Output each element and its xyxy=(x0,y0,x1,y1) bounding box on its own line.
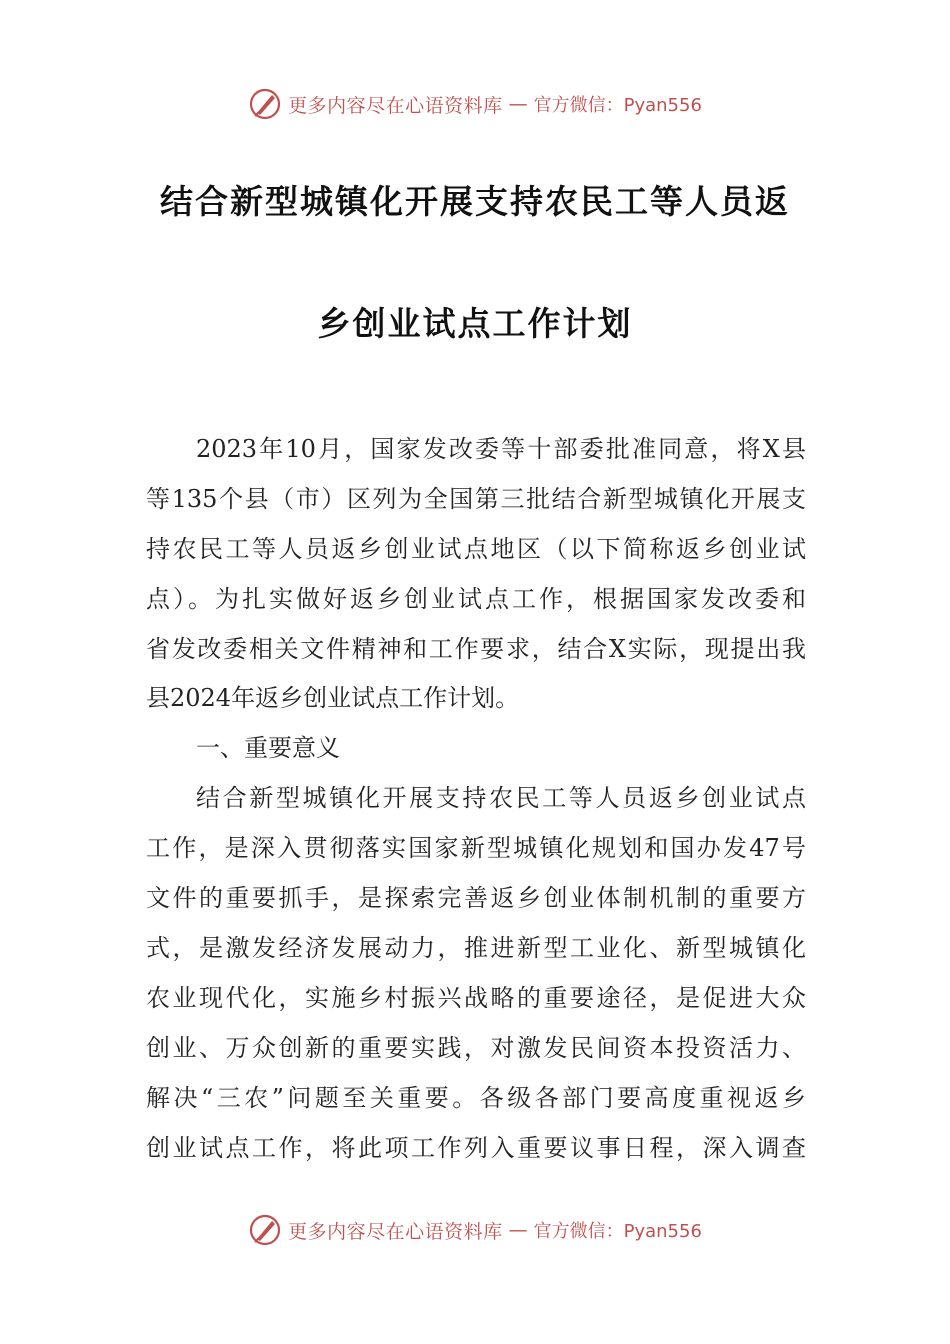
watermark-wechat: 官方微信：Pyan556 xyxy=(533,95,702,116)
section-heading: 一、重要意义 xyxy=(196,734,340,762)
quill-logo-icon xyxy=(248,1213,282,1247)
body-line: 创业试点工作，将此项工作列入重要议事日程，深入调查 xyxy=(146,1134,806,1162)
body-line: 省发改委相关文件精神和工作要求，结合X实际，现提出我 xyxy=(146,635,806,663)
body-line: 文件的重要抓手，是探索完善返乡创业体制机制的重要方 xyxy=(146,884,806,912)
body-line: 2023年10月，国家发改委等十部委批准同意，将X县 xyxy=(196,435,806,463)
body-line: 农业现代化，实施乡村振兴战略的重要途径，是促进大众 xyxy=(146,984,806,1012)
body-line: 解决“三农”问题至关重要。各级各部门要高度重视返乡 xyxy=(146,1084,806,1112)
watermark-text: 更多内容尽在心语资料库 xyxy=(288,1220,503,1243)
body-line: 结合新型城镇化开展支持农民工等人员返乡创业试点 xyxy=(196,784,806,812)
watermark-separator: — xyxy=(508,1219,528,1241)
watermark-banner-top xyxy=(0,84,950,124)
body-line: 持农民工等人员返乡创业试点地区（以下简称返乡创业试 xyxy=(146,535,806,563)
body-line: 创业、万众创新的重要实践，对激发民间资本投资活力、 xyxy=(146,1034,806,1062)
watermark-text: 更多内容尽在心语资料库 xyxy=(288,94,503,117)
quill-logo-icon xyxy=(248,87,282,121)
page-title-line2: 乡创业试点工作计划 xyxy=(317,304,633,343)
body-line: 工作，是深入贯彻落实国家新型城镇化规划和国办发47号 xyxy=(146,834,806,862)
page-title-line1: 结合新型城镇化开展支持农民工等人员返 xyxy=(160,182,790,221)
body-line: 等135个县（市）区列为全国第三批结合新型城镇化开展支 xyxy=(146,485,806,513)
body-line: 点）。为扎实做好返乡创业试点工作，根据国家发改委和 xyxy=(146,585,806,613)
watermark-wechat: 官方微信：Pyan556 xyxy=(533,1221,702,1242)
body-line: 县2024年返乡创业试点工作计划。 xyxy=(146,684,520,712)
body-line: 式，是激发经济发展动力，推进新型工业化、新型城镇化 xyxy=(146,934,806,962)
watermark-separator: — xyxy=(508,93,528,115)
watermark-banner-bottom xyxy=(0,1210,950,1250)
